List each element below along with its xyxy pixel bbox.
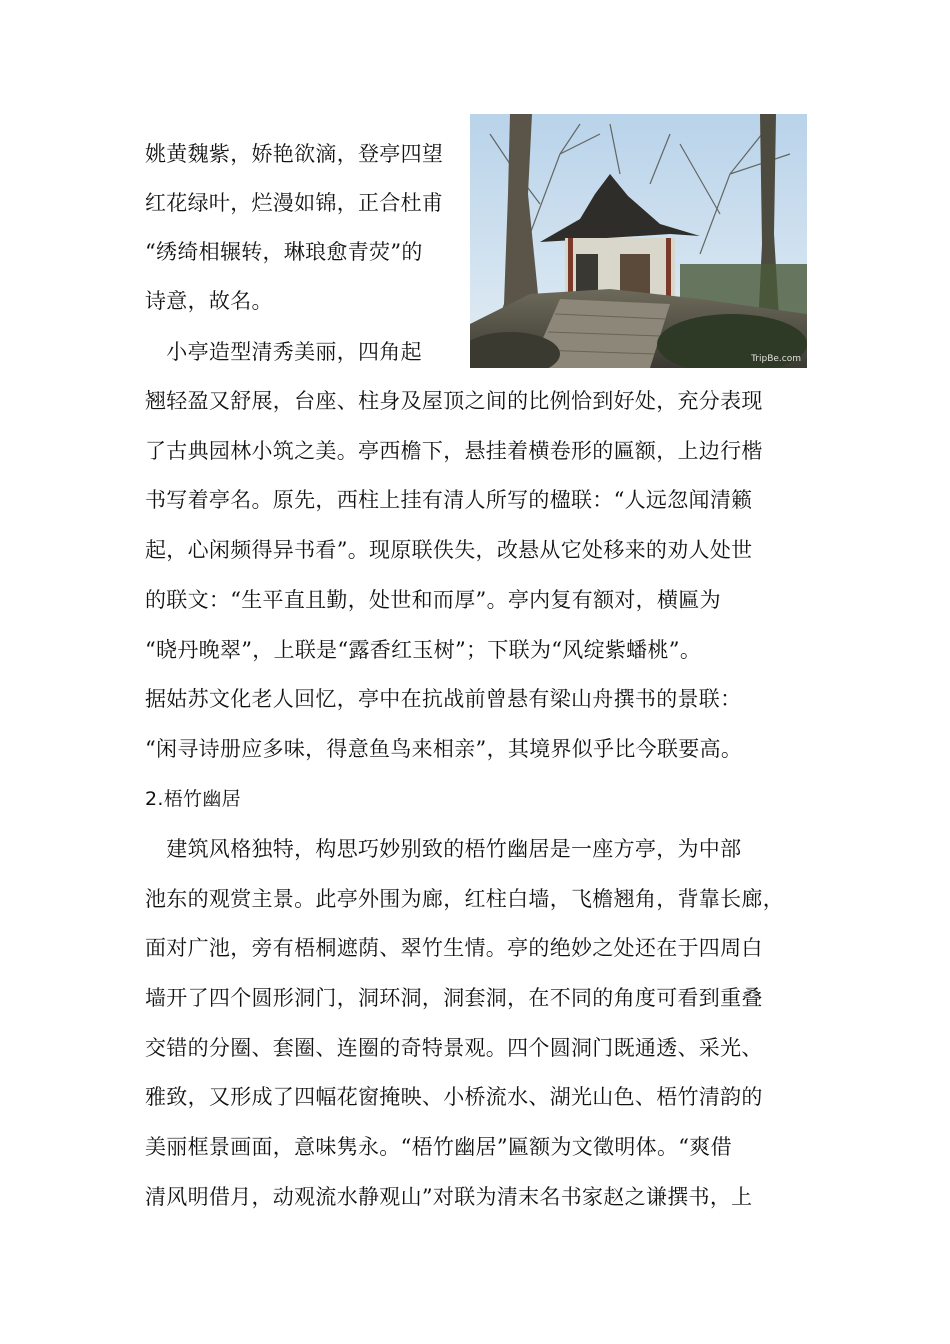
pavilion-photo [470,114,807,368]
text-line: 起，心闲频得异书看”。现原联佚失，改悬从它处移来的劝人处世 [145,538,753,562]
text-line: 姚黄魏紫，娇艳欲滴，登亭四望 [145,142,444,166]
text-line: “晓丹晚翠”，上联是“露香红玉树”；下联为“风绽紫蟠桃”。 [145,638,702,662]
text-line: 墙开了四个圆形洞门，洞环洞，洞套洞，在不同的角度可看到重叠 [145,986,763,1010]
text-line: 雅致，又形成了四幅花窗掩映、小桥流水、湖光山色、梧竹清韵的 [145,1085,763,1109]
photo-watermark: TripBe.com [751,354,801,364]
text-line: 的联文：“生平直且勤，处世和而厚”。亭内复有额对，横匾为 [145,588,721,612]
text-line: 面对广池，旁有梧桐遮荫、翠竹生情。亭的绝妙之处还在于四周白 [145,936,763,960]
pavilion-illustration [470,114,807,368]
text-line: 清风明借月，动观流水静观山”对联为清末名书家赵之谦撰书，上 [145,1185,753,1209]
text-line: “闲寻诗册应多味，得意鱼鸟来相亲”，其境界似乎比今联要高。 [145,737,743,761]
text-line: 翘轻盈又舒展，台座、柱身及屋顶之间的比例恰到好处，充分表现 [145,389,763,413]
text-line: 书写着亭名。原先，西柱上挂有清人所写的楹联：“人远忽闻清籁 [145,488,753,512]
text-line: 诗意，故名。 [145,289,273,313]
text-line: 美丽框景画面，意味隽永。“梧竹幽居”匾额为文徵明体。“爽借 [145,1135,732,1159]
text-line: 建筑风格独特，构思巧妙别致的梧竹幽居是一座方亭，为中部 [145,837,742,861]
text-line: 红花绿叶，烂漫如锦，正合杜甫 [145,191,444,215]
text-line: 小亭造型清秀美丽，四角起 [145,340,422,364]
section-heading: 2.梧竹幽居 [145,788,241,810]
text-line: 交错的分圈、套圈、连圈的奇特景观。四个圆洞门既通透、采光、 [145,1036,763,1060]
text-line: 据姑苏文化老人回忆，亭中在抗战前曾悬有梁山舟撰书的景联： [145,687,742,711]
text-line: 了古典园林小筑之美。亭西檐下，悬挂着横卷形的匾额，上边行楷 [145,439,763,463]
text-line: “绣绮相辗转，琳琅愈青荧”的 [145,240,423,264]
text-line: 池东的观赏主景。此亭外围为廊，红柱白墙，飞檐翘角，背靠长廊， [145,887,784,911]
